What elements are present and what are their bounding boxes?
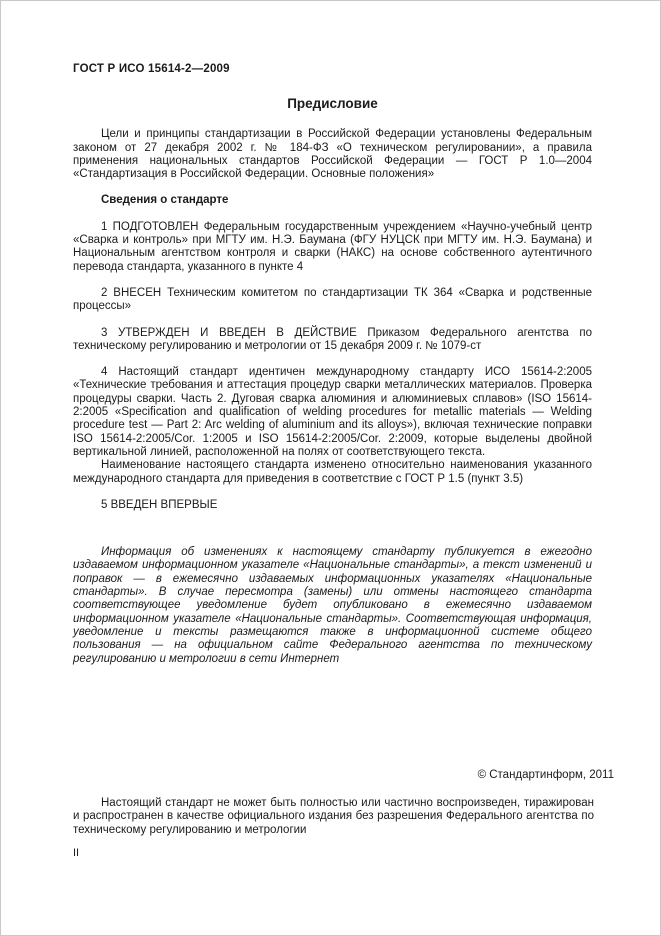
clause-approved: 3 УТВЕРЖДЕН И ВВЕДЕН В ДЕЙСТВИЕ Приказом Федерального агентства по техническому регулированию и метрологии от 15 декабря 2009 г. № 1079-ст (73, 326, 592, 352)
copyright-notice: © Стандартинформ, 2011 (477, 769, 614, 781)
document-code: ГОСТ Р ИСО 15614-2—2009 (73, 63, 230, 75)
clause-name-change-note: Наименование настоящего стандарта изменено относительно наименования указанного международного стандарта для приведения в соответствие с ГОСТ Р 1.5 (пункт 3.5) (73, 459, 592, 485)
page-title: Предисловие (287, 96, 378, 112)
intro-paragraph: Цели и принципы стандартизации в Российской Федерации установлены Федеральным законом от 27 декабря 2002 г. № 184-ФЗ «О техническом регулировании», а правила применения национальных стандартов Российской Федерации — ГОСТ Р 1.0—2004 «Стандартизация в Российской Федерации. Основные положения» (73, 128, 592, 181)
standard-info-heading: Сведения о стандарте (101, 194, 229, 207)
changes-info-note: Информация об изменениях к настоящему стандарту публикуется в ежегодно издаваемом информационном указателе «Национальные стандарты», а текст изменений и поправок — в ежемесячно издаваемых информационных указателях «Национальные стандарты». В случае пересмотра (замены) или отмены настоящего стандарта соответствующее уведомление будет опубликовано в ежемесячно издаваемом информационном указателе «Национальные стандарты». Соответствующая информация, уведомление и тексты размещаются также в информационной системе общего пользования — на официальном сайте Федерального агентства по техническому регулированию и метрологии в сети Интернет (73, 546, 592, 665)
clause-first-introduced: 5 ВВЕДЕН ВПЕРВЫЕ (101, 498, 218, 511)
clause-prepared: 1 ПОДГОТОВЛЕН Федеральным государственным учреждением «Научно-учебный центр «Сварка и контроль» при МГТУ им. Н.Э. Баумана (ФГУ НУЦСК при МГТУ им. Н.Э. Баумана) и Национальным агентством контроля и сварки (НАКС) на основе собственного аутентичного перевода стандарта, указанного в пункте 4 (73, 220, 592, 273)
clause-identical-standard: 4 Настоящий стандарт идентичен международному стандарту ИСО 15614-2:2005 «Технические требования и аттестация процедур сварки металлических материалов. Проверка процедуры сварки. Часть 2. Дуговая сварка алюминия и алюминиевых сплавов» (ISO 15614-2:2005 «Specification and qualification of welding procedures for metallic materials — Welding procedure test — Part 2: Arc welding of aluminium and its alloys»), включая технические поправки ISO 15614-2:2005/Cor. 1:2005 и ISO 15614-2:2005/Cor. 2:2009, которые выделены двойной вертикальной линией, расположенной на полях от соответствующего текста. (73, 366, 592, 458)
clause-submitted: 2 ВНЕСЕН Техническим комитетом по стандартизации ТК 364 «Сварка и родственные процессы» (73, 286, 592, 313)
page-number: II (73, 847, 80, 859)
reproduction-restriction: Настоящий стандарт не может быть полностью или частично воспроизведен, тиражирован и распространен в качестве официального издания без разрешения Федерального агентства по техническому регулированию и метрологии (73, 797, 594, 836)
